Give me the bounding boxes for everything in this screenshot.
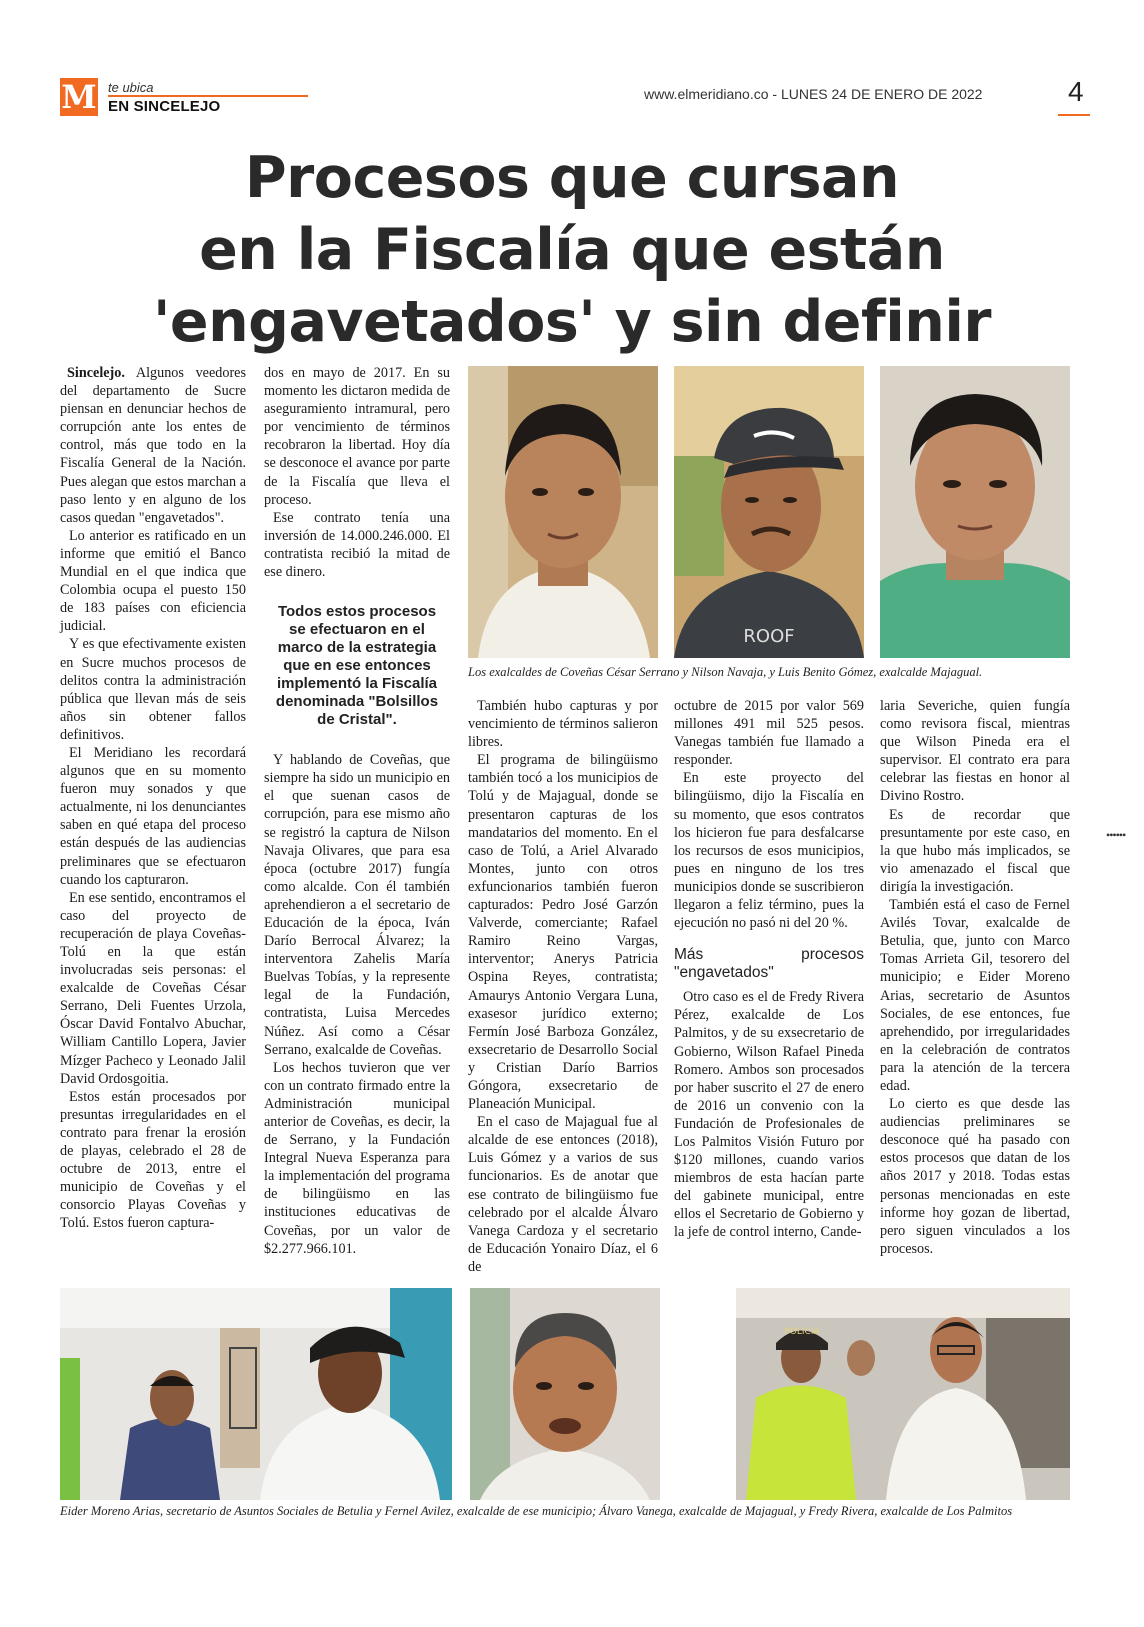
article-column-3	[468, 697, 658, 1276]
headline-line-1: Procesos que cursan	[244, 145, 900, 211]
paragraph: En el caso de Majagual fue al alcalde de ese entonces (2018), Luis Gómez y a varios de sus funcionarios. Es de anotar que ese contrato de bilingüismo fue celebrado por el alcalde Álvaro Vanega Cardoza y el secretario de Educación Yonairo Díaz, el 6 de	[468, 1114, 658, 1275]
paragraph: octubre de 2015 por valor 569 millones 491 mil 525 pesos. Vanegas también fue llamado a responder.	[674, 698, 864, 769]
paragraph: dos en mayo de 2017. En su momento les dictaron medida de aseguramiento intramural, pero por vencimiento de términos recobraron la libertad. Hoy día se desconoce el avance por parte de la Fiscalía que lleva el proceso.	[264, 365, 450, 508]
paragraph: Lo anterior es ratificado en un informe que emitió el Banco Mundial en el que indica que Colombia ocupa el puesto 150 de 183 países con eficiencia judicial.	[60, 527, 246, 635]
photo-luis-benito-gomez	[880, 366, 1070, 658]
paragraph: Algunos veedores del departamento de Sucre piensan en denunciar hechos de corrupción ante los entes de control, más que todo en la Fiscalía General de la Nación. Pues alegan que estos marchan a paso lento y en alguno de los casos quedan "engavetados".	[60, 365, 246, 526]
paragraph: El programa de bilingüismo también tocó a los municipios de Tolú y de Majagual, donde se presentaron capturas de los mandatarios del momento. En el caso de Tolú, a Ariel Alvarado Montes, junto con otros exfuncionarios también fueron capturados: Pedro José Garzón Valverde, comerciante; Rafael Ramiro Reino Vargas, interventor; Anerys Patricia Ospina Reyes, contratista; Amaurys Antonio Vergara Luna, exasesor jurídico externo; Fermín José Barboza González, exsecretario de Desarrollo Social y Cristian Darío Barrios Góngora, exsecretario de Planeación Municipal.	[468, 752, 658, 1113]
page-number-rule	[1058, 114, 1090, 116]
paragraph: El Meridiano les recordará algunos que en su momento fueron muy sonados y que actualmente, ni los denunciantes saben en qué etapa del proceso están después de las audiencias preliminares que se efectuaron cuando los capturaron.	[60, 744, 246, 888]
section-name: EN SINCELEJO	[108, 98, 221, 115]
decorative-dots: ••••••	[1106, 828, 1126, 842]
photo-cesar-serrano	[468, 366, 658, 658]
headline	[40, 142, 1104, 358]
paragraph: Ese contrato tenía una inversión de 14.000.246.000. El contratista recibió la mitad de ese dinero.	[264, 509, 450, 581]
shirt-print: ROOF	[743, 626, 795, 647]
paragraph: Es de recordar que presuntamente por este caso, en la que hubo más implicados, se vio amenazado el fiscal que dirigía la investigación.	[880, 806, 1070, 895]
paragraph: En este proyecto del bilingüismo, dijo la Fiscalía en su momento, que esos contratos los hicieron fue para desfalcarse los recursos de esos municipios, pues en ninguno de los tres municipios donde se suscribieron llegaron a feliz término, pues la ejecución no pasó ni del 20 %.	[674, 770, 864, 932]
article-column-2	[264, 364, 450, 1258]
paragraph: En ese sentido, encontramos el caso del proyecto de recuperación de playa Coveñas- Tolú en la que están involucradas seis personas: el exalcalde de Coveñas César Serrano, Deli Fuentes Urzola, Óscar David Fontalvo Abuchar, William Cantillo Lopera, Javier Mízger Pacheco y Leonado Jalil David Ordosgoitia.	[60, 889, 246, 1087]
paragraph: laria Severiche, quien fungía como revisora fiscal, mientras que Wilson Pineda era el supervisor. El contrato era para celebrar las fiestas en honor al Divino Rostro.	[880, 698, 1070, 805]
paragraph: También está el caso de Fernel Avilés Tovar, exalcalde de Betulia, que, junto con Marco Tomas Arrieta Gil, tesorero del municipio; e Eider Moreno Arias, secretario de Asuntos Sociales, de ese entonces, fue aprehendido, por irregularidades en la celebración de contratos para la atención de la tercera edad.	[880, 897, 1070, 1094]
paragraph: Lo cierto es que desde las audiencias preliminares se desconoce qué ha pasado con estos procesos que datan de los años 2017 y 2018. Todas estas personas mencionadas en este informe hoy gozan de libertad, pero siguen vinculados a los procesos.	[880, 1096, 1070, 1257]
paragraph: Y hablando de Coveñas, que siempre ha sido un municipio en el que suenan casos de corrupción, para ese mismo año se registró la captura de Nilson Navaja Olivares, que para esa época (octubre 2017) fungía como alcalde. Con él también aprehendieron a el secretario de Educación de la época, Iván Darío Berrocal Álvarez; la interventora Zahelis María Buelvas Tobías, y la represente legal de la Fundación, contratista, Luisa Mercedes Núñez. Así como a César Serrano, exalcalde de Coveñas.	[264, 752, 450, 1058]
article-dateline: Sincelejo.	[67, 365, 125, 381]
newspaper-logo: M	[61, 78, 97, 116]
pull-quote: Todos estos procesos se efectuaron en el marco de la estrategia que en ese entonces implementó la Fiscalía denominada "Bolsillos de Cristal".	[275, 603, 439, 729]
caption-top-photos: Los exalcaldes de Coveñas César Serrano y Nilson Navaja, y Luis Benito Gómez, exalcalde Majagual.	[468, 665, 983, 679]
paragraph: Los hechos tuvieron que ver con un contrato firmado entre la Administración municipal anterior de Coveñas, es decir, la de Serrano, y la Fundación Integral Nueva Esperanza para la implementación del programa de bilingüismo en las instituciones educativas de Coveñas, por un valor de $2.277.966.101.	[264, 1059, 450, 1257]
paragraph: Estos están procesados por presuntas irregularidades en el contrato para frenar la erosión de playas, celebrado el 28 de octubre de 2013, entre el municipio de Coveñas y el consorcio Playas Coveñas y Tolú. Estos fueron captura-	[60, 1088, 246, 1232]
caption-bottom-photos: Eider Moreno Arias, secretario de Asuntos Sociales de Betulia y Fernel Avilez, exalcalde de ese municipio; Álvaro Vanega, exalcalde de Majagual, y Fredy Rivera, exalcalde de Los Palmitos	[60, 1504, 1013, 1518]
photo-fredy-rivera	[736, 1288, 1070, 1500]
police-cap-label: POLICIA	[784, 1327, 820, 1337]
subheading: Más procesos "engavetados"	[674, 946, 864, 982]
article-column-4	[674, 697, 864, 1242]
headline-line-2: en la Fiscalía que están	[199, 217, 945, 283]
section-rule	[108, 95, 308, 97]
section-kicker: te ubica	[108, 80, 154, 95]
photo-alvaro-vanega	[470, 1288, 660, 1500]
article-column-5	[880, 697, 1070, 1258]
site-dateline: www.elmeridiano.co - LUNES 24 DE ENERO DE 2022	[644, 86, 983, 102]
photo-nilson-navaja	[674, 366, 864, 658]
paragraph: Y es que efectivamente existen en Sucre muchos procesos de delitos contra la administración pública que llevan más de seis años sin obtener fallos definitivos.	[60, 636, 246, 743]
paragraph: También hubo capturas y por vencimiento de términos salieron libres.	[468, 698, 658, 751]
photo-eider-moreno-fernel-avilez	[60, 1288, 452, 1500]
paragraph: Otro caso es el de Fredy Rivera Pérez, exalcalde de Los Palmitos, y de su exsecretario de Gobierno, Wilson Rafael Pineda Romero. Ambos son procesados por haber suscrito el 27 de enero de 2016 un convenio con la Fundación de Profesionales de Los Palmitos Visión Futuro por $120 millones, cuando varios miembros de esta hacían parte del gabinete municipal, entre ellos el Secretario de Gobierno y la jefe de control interno, Cande-	[674, 989, 864, 1241]
page-number: 4	[1068, 76, 1084, 107]
headline-line-3: 'engavetados' y sin definir	[152, 289, 992, 355]
article-column-1	[60, 364, 246, 1233]
